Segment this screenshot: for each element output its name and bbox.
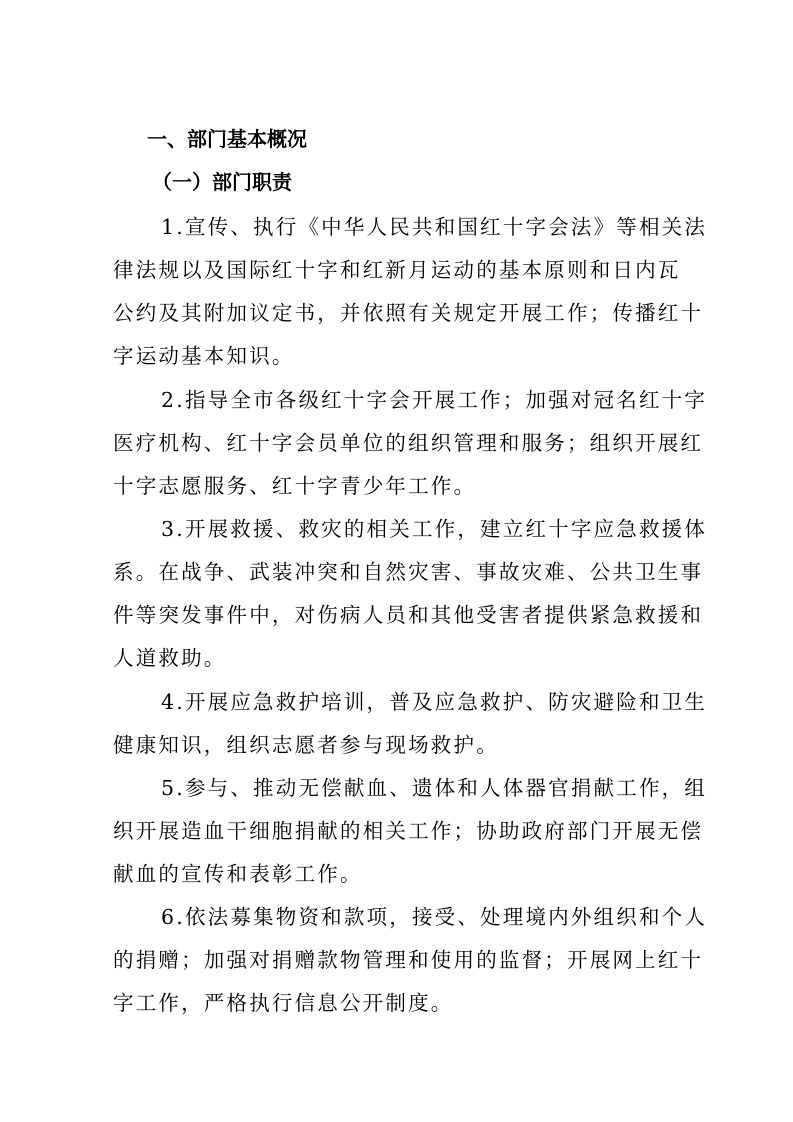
paragraph-line: 系。在战争、武装冲突和自然灾害、事故灾难、公共卫生事	[113, 560, 704, 584]
paragraph-line: 6.依法募集物资和款项，接受、处理境内外组织和个人	[161, 905, 708, 929]
duty-paragraph-1	[113, 206, 708, 378]
duty-paragraph-6	[113, 896, 708, 1025]
duty-paragraph-5	[113, 767, 708, 896]
paragraph-line: 十字志愿服务、红十字青少年工作。	[113, 474, 477, 498]
duty-paragraph-3	[113, 508, 708, 680]
duty-paragraph-4	[113, 681, 708, 767]
paragraph-line: 2.指导全市各级红十字会开展工作；加强对冠名红十字	[161, 388, 708, 412]
paragraph-line: 献血的宣传和表彰工作。	[113, 862, 363, 886]
paragraph-line: 的捐赠；加强对捐赠款物管理和使用的监督；开展网上红十	[113, 948, 704, 972]
paragraph-line: 公约及其附加议定书，并依照有关规定开展工作；传播红十	[113, 301, 704, 325]
duty-paragraph-2	[113, 379, 708, 508]
paragraph-line: 字运动基本知识。	[113, 344, 295, 368]
subsection-heading: （一）部门职责	[152, 170, 292, 194]
paragraph-line: 4.开展应急救护培训，普及应急救护、防灾避险和卫生	[161, 690, 708, 714]
paragraph-line: 3.开展救援、救灾的相关工作，建立红十字应急救援体	[161, 517, 708, 541]
paragraph-line: 健康知识，组织志愿者参与现场救护。	[113, 733, 499, 757]
paragraph-line: 人道救助。	[113, 646, 227, 670]
section-heading: 一、部门基本概况	[147, 127, 307, 151]
paragraph-line: 律法规以及国际红十字和红新月运动的基本原则和日内瓦	[113, 258, 681, 282]
paragraph-line: 织开展造血干细胞捐献的相关工作；协助政府部门开展无偿	[113, 819, 704, 843]
paragraph-line: 件等突发事件中，对伤病人员和其他受害者提供紧急救援和	[113, 603, 704, 627]
paragraph-line: 医疗机构、红十字会员单位的组织管理和服务；组织开展红	[113, 431, 704, 455]
paragraph-line: 5.参与、推动无偿献血、遗体和人体器官捐献工作，组	[161, 776, 708, 800]
paragraph-line: 字工作，严格执行信息公开制度。	[113, 991, 454, 1015]
paragraph-line: 1.宣传、执行《中华人民共和国红十字会法》等相关法	[161, 215, 708, 239]
